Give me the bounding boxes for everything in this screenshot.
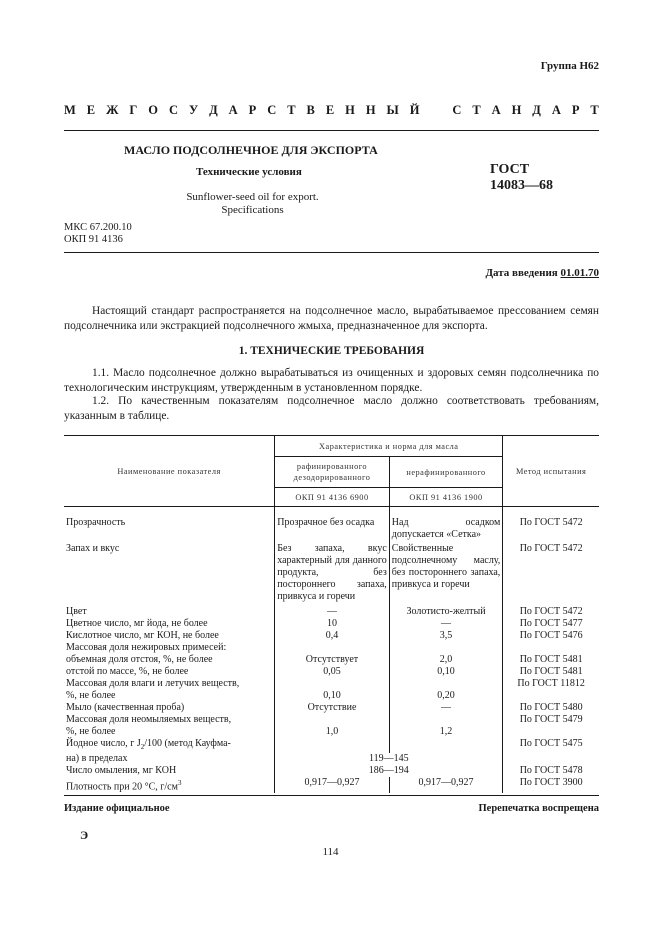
- row-name: Кислотное число, мг КОН, не более: [64, 630, 275, 642]
- row-method: По ГОСТ 3900: [519, 777, 583, 788]
- row-name: Прозрачность: [64, 517, 275, 541]
- table-row: [64, 765, 599, 777]
- row-method: По ГОСТ 5480: [519, 702, 583, 713]
- banner-letter: М: [64, 103, 76, 117]
- row-unrefined: —: [389, 618, 503, 630]
- okp-code: ОКП 91 4136: [64, 234, 123, 245]
- row-refined: 0,917—0,927: [275, 777, 390, 793]
- header-refined: рафинированного дезодорированного: [275, 457, 390, 488]
- row-name: Цвет: [64, 606, 275, 618]
- row-method: По ГОСТ 5472: [519, 606, 583, 617]
- banner-letter: Д: [532, 103, 541, 117]
- requirements-table: [64, 435, 599, 793]
- edition-mark: Э: [80, 828, 89, 842]
- row-method: По ГОСТ 5472: [519, 517, 583, 528]
- iodine-name-b: /100 (метод Кауфма-: [144, 738, 231, 749]
- table-row: [64, 738, 599, 753]
- codes-rule: [64, 252, 599, 253]
- gost-code: 14083—68: [490, 178, 553, 193]
- row-refined: 0,10: [275, 690, 390, 702]
- banner-letter: Т: [590, 103, 599, 117]
- banner-letter: С: [168, 103, 179, 117]
- banner-letter: Т: [472, 103, 481, 117]
- table-row: [64, 606, 599, 618]
- row-name-cont: %, не более: [64, 690, 275, 702]
- banner-letter: Д: [209, 103, 218, 117]
- row-name: [64, 777, 275, 793]
- row-method: По ГОСТ 5481: [519, 666, 583, 677]
- row-refined: Прозрачное без осадка: [275, 517, 390, 541]
- iodine-subscript: 2: [140, 743, 145, 751]
- okp-refined: ОКП 91 4136 6900: [275, 488, 390, 507]
- group-code: Группа Н62: [540, 60, 599, 72]
- header-indicator: Наименование показателя: [64, 436, 275, 507]
- table-row: [64, 753, 599, 765]
- banner-letter: Н: [365, 103, 376, 117]
- effective-date: [485, 267, 599, 279]
- header-method: Метод испытания: [503, 436, 599, 507]
- row-name: Массовая доля неомыляемых веществ,: [64, 714, 275, 726]
- table-row: [64, 517, 599, 541]
- header-rule: [64, 130, 599, 131]
- row-method: По ГОСТ 5479: [519, 714, 583, 725]
- banner-letter: С: [267, 103, 277, 117]
- row-method: По ГОСТ 5477: [519, 618, 583, 629]
- row-name-cont: %, не более: [64, 726, 275, 738]
- banner-letter: Т: [287, 103, 296, 117]
- gost-number: [490, 162, 553, 194]
- row-method: По ГОСТ 11812: [517, 678, 585, 689]
- standard-banner: [64, 103, 599, 118]
- reprint-prohibited: Перепечатка воспрещена: [478, 803, 599, 814]
- row-unrefined: 0,917—0,927: [389, 777, 503, 793]
- row-name: Запах и вкус: [64, 543, 275, 603]
- table-row: [64, 714, 599, 726]
- row-unrefined: 2,0: [389, 654, 503, 666]
- row-refined: Отсутствует: [275, 654, 390, 666]
- english-title: [150, 191, 355, 217]
- clause-1-2: 1.2. По качественным показателям подсолнечное масло должно соответствовать требованиям, указанным в таблице.: [64, 395, 599, 422]
- row-name: Цветное число, мг йода, не более: [64, 618, 275, 630]
- banner-letter: Й: [409, 103, 420, 117]
- row-refined: Без запаха, вкус характерный для данного продукта, без постороннего запаха, привкуса и горечи: [275, 543, 390, 603]
- row-refined: 10: [275, 618, 390, 630]
- density-name: Плотность при 20 °С, г/см: [66, 781, 178, 793]
- row-method: По ГОСТ 5481: [519, 654, 583, 665]
- row-refined: Отсутствие: [275, 702, 390, 714]
- row-unrefined: Свойственные подсолнечному маслу, без постороннего запаха, привкуса и горечи: [389, 543, 503, 603]
- english-title-line: Sunflower-seed oil for export.: [186, 191, 319, 203]
- banner-letter: Е: [325, 103, 335, 117]
- row-unrefined: 0,10: [389, 666, 503, 678]
- row-method: По ГОСТ 5475: [519, 738, 583, 749]
- table-row: [64, 642, 599, 654]
- banner-letter: Ы: [386, 103, 399, 117]
- row-unrefined: Над осадком допускается «Сетка»: [389, 517, 503, 541]
- row-name: Массовая доля нежировых примесей:: [64, 642, 275, 654]
- row-both: 119—145: [275, 753, 503, 765]
- banner-letter: А: [491, 103, 501, 117]
- row-unrefined: —: [389, 702, 503, 714]
- table-row: [64, 654, 599, 666]
- banner-letter: Е: [86, 103, 96, 117]
- banner-letter: Г: [129, 103, 138, 117]
- row-method: По ГОСТ 5472: [519, 543, 583, 554]
- classification-codes: [64, 222, 132, 246]
- row-unrefined: 1,2: [389, 726, 503, 738]
- table-row: [64, 690, 599, 702]
- official-edition: Издание официальное: [64, 803, 170, 814]
- document-title: МАСЛО ПОДСОЛНЕЧНОЕ ДЛЯ ЭКСПОРТА: [124, 143, 378, 157]
- banner-letter: Н: [345, 103, 355, 117]
- row-name: [64, 738, 275, 753]
- density-superscript: 3: [177, 779, 182, 787]
- row-method: По ГОСТ 5478: [519, 765, 583, 776]
- row-name-cont: на) в пределах: [64, 753, 275, 765]
- row-unrefined: 0,20: [389, 690, 503, 702]
- footer-rule: [64, 795, 599, 796]
- row-refined: —: [275, 606, 390, 618]
- iodine-name-a: Йодное число, г J: [66, 738, 141, 749]
- row-unrefined: 3,5: [389, 630, 503, 642]
- row-name: отстой по массе, %, не более: [64, 666, 275, 678]
- row-name: Число омыления, мг КОН: [64, 765, 275, 777]
- row-refined: 0,4: [275, 630, 390, 642]
- intro-paragraph: Настоящий стандарт распространяется на подсолнечное масло, вырабатываемое прессованием семян подсолнечника или экстракцией подсолнечного жмыха, предназначенное для экспорта.: [64, 305, 599, 332]
- row-method: По ГОСТ 5476: [519, 630, 583, 641]
- clause-1-1: 1.1. Масло подсолнечное должно вырабатываться из очищенных и здоровых семян подсолнечника по технологическим инструкциям, утвержденным в установленном порядке.: [64, 367, 599, 394]
- header-unrefined: нерафинированного: [389, 457, 503, 488]
- mks-code: МКС 67.200.10: [64, 222, 132, 233]
- gost-label: ГОСТ: [490, 162, 530, 177]
- row-name: Мыло (качественная проба): [64, 702, 275, 714]
- banner-letter: Н: [511, 103, 522, 117]
- banner-letter: Р: [571, 103, 580, 117]
- banner-letter: А: [551, 103, 561, 117]
- document-subtitle: Технические условия: [196, 166, 302, 178]
- table-row: [64, 702, 599, 714]
- row-name: объемная доля отстоя, %, не более: [64, 654, 275, 666]
- table-row: [64, 678, 599, 690]
- row-name: Массовая доля влаги и летучих веществ,: [64, 678, 275, 690]
- banner-letter: С: [452, 103, 462, 117]
- row-both: 186—194: [275, 765, 503, 777]
- banner-letter: В: [306, 103, 315, 117]
- banner-letter: Ж: [106, 103, 119, 117]
- table-row: [64, 777, 599, 793]
- effective-date-value: 01.01.70: [560, 267, 599, 279]
- effective-date-label: Дата введения: [485, 267, 558, 279]
- row-refined: 0,05: [275, 666, 390, 678]
- table-row: [64, 666, 599, 678]
- okp-unrefined: ОКП 91 4136 1900: [389, 488, 503, 507]
- row-unrefined: Золотисто-желтый: [389, 606, 503, 618]
- banner-letter: А: [228, 103, 238, 117]
- header-characteristics: Характеристика и норма для масла: [275, 436, 503, 457]
- table-row: [64, 726, 599, 738]
- section-title: 1. ТЕХНИЧЕСКИЕ ТРЕБОВАНИЯ: [238, 345, 425, 357]
- table-row: [64, 618, 599, 630]
- banner-letter: У: [188, 103, 199, 117]
- banner-letter: Р: [248, 103, 257, 117]
- table-row: [64, 543, 599, 603]
- page-number: 114: [322, 846, 339, 858]
- english-title-line: Specifications: [221, 204, 284, 216]
- row-refined: 1,0: [275, 726, 390, 738]
- banner-letter: О: [148, 103, 159, 117]
- table-row: [64, 630, 599, 642]
